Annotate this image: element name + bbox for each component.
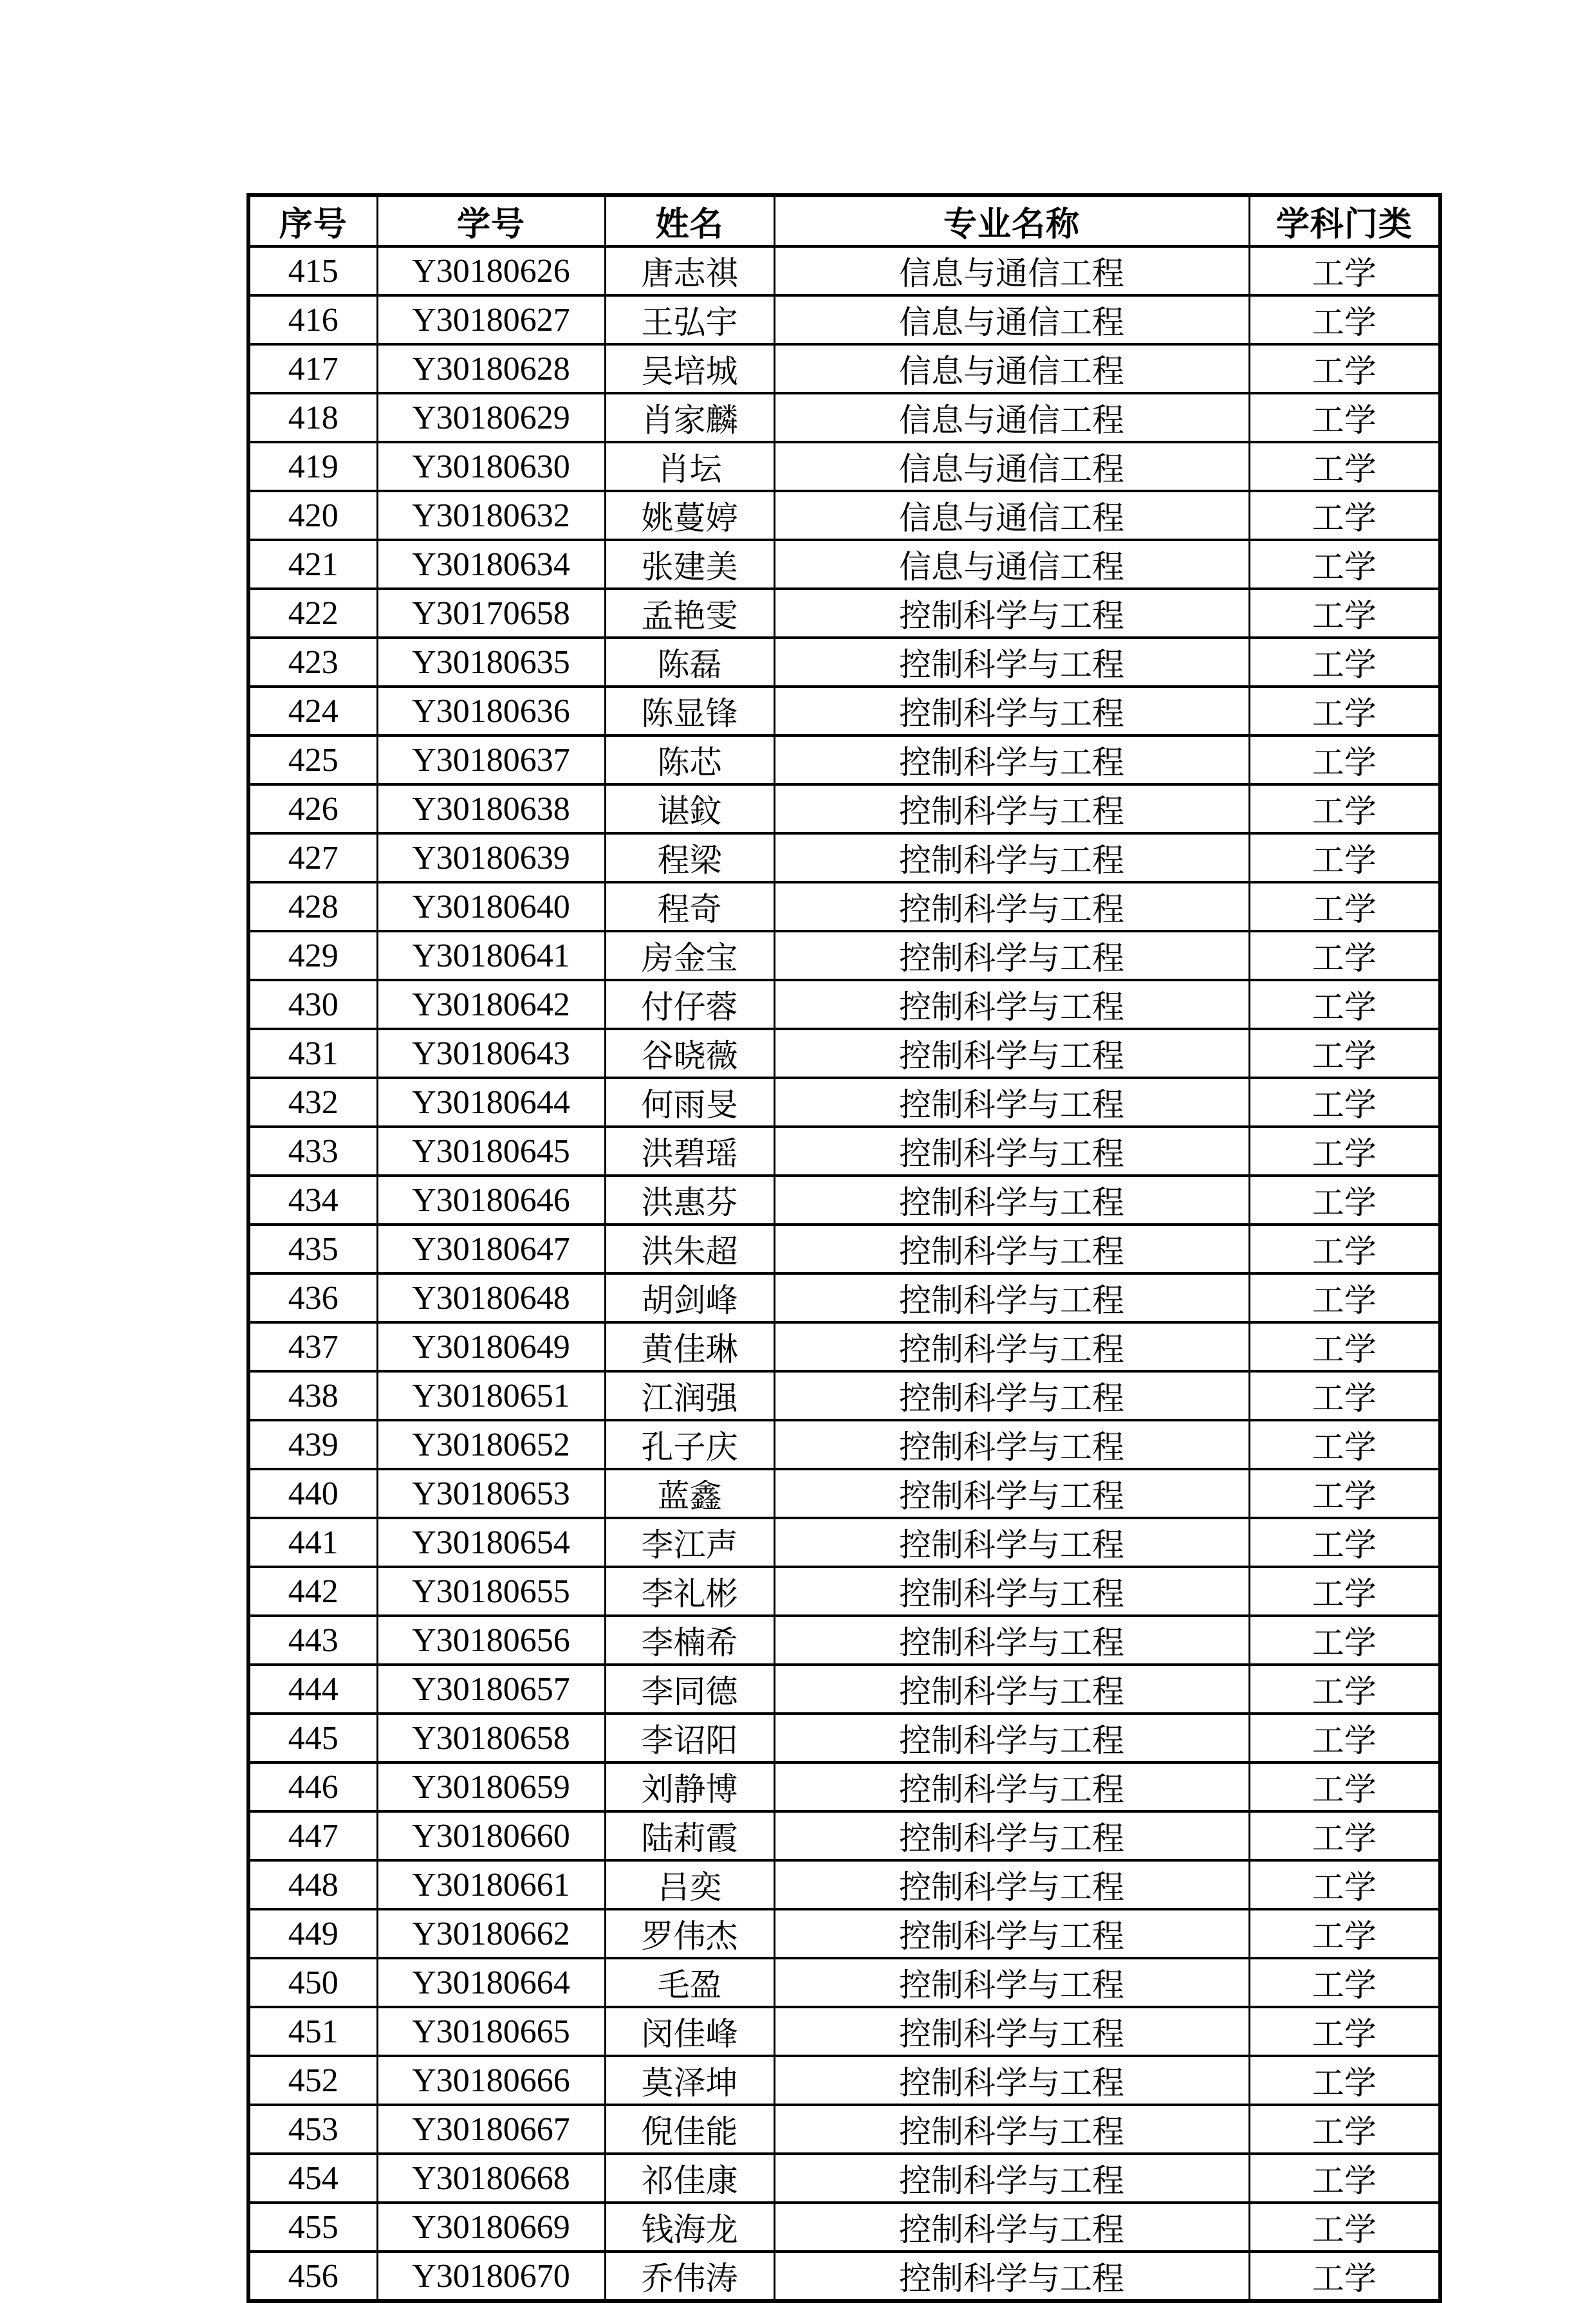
cell-seq: 451 bbox=[248, 2007, 377, 2056]
cell-major: 控制科学与工程 bbox=[774, 1420, 1249, 1469]
table-row bbox=[248, 1127, 1440, 1176]
cell-major: 控制科学与工程 bbox=[774, 784, 1249, 833]
cell-seq: 438 bbox=[248, 1371, 377, 1420]
cell-name: 陆莉霞 bbox=[605, 1811, 774, 1860]
cell-name: 闵佳峰 bbox=[605, 2007, 774, 2056]
table-header bbox=[248, 195, 1440, 246]
cell-seq: 439 bbox=[248, 1420, 377, 1469]
cell-student-id: Y30180670 bbox=[377, 2252, 605, 2301]
cell-category: 工学 bbox=[1249, 1860, 1440, 1909]
cell-student-id: Y30180657 bbox=[377, 1665, 605, 1714]
cell-seq: 428 bbox=[248, 882, 377, 931]
cell-category: 工学 bbox=[1249, 295, 1440, 344]
cell-name: 付仔蓉 bbox=[605, 980, 774, 1029]
cell-seq: 432 bbox=[248, 1078, 377, 1127]
cell-category: 工学 bbox=[1249, 980, 1440, 1029]
cell-major: 控制科学与工程 bbox=[774, 1078, 1249, 1127]
cell-major: 控制科学与工程 bbox=[774, 1469, 1249, 1518]
cell-seq: 417 bbox=[248, 344, 377, 393]
cell-category: 工学 bbox=[1249, 2203, 1440, 2252]
table-row bbox=[248, 1273, 1440, 1322]
table-row bbox=[248, 1909, 1440, 1958]
cell-major: 控制科学与工程 bbox=[774, 1273, 1249, 1322]
table-row bbox=[248, 882, 1440, 931]
header-row bbox=[248, 195, 1440, 246]
cell-seq: 421 bbox=[248, 540, 377, 589]
cell-major: 控制科学与工程 bbox=[774, 1860, 1249, 1909]
cell-seq: 426 bbox=[248, 784, 377, 833]
cell-major: 控制科学与工程 bbox=[774, 1371, 1249, 1420]
cell-seq: 437 bbox=[248, 1322, 377, 1371]
cell-major: 控制科学与工程 bbox=[774, 1029, 1249, 1078]
table-row bbox=[248, 246, 1440, 295]
table-row bbox=[248, 931, 1440, 980]
cell-name: 李楠希 bbox=[605, 1616, 774, 1665]
cell-category: 工学 bbox=[1249, 246, 1440, 295]
cell-name: 何雨旻 bbox=[605, 1078, 774, 1127]
cell-student-id: Y30180659 bbox=[377, 1762, 605, 1811]
cell-major: 控制科学与工程 bbox=[774, 2105, 1249, 2154]
cell-seq: 430 bbox=[248, 980, 377, 1029]
cell-student-id: Y30180658 bbox=[377, 1714, 605, 1762]
cell-category: 工学 bbox=[1249, 833, 1440, 882]
cell-name: 王弘宇 bbox=[605, 295, 774, 344]
cell-name: 蓝鑫 bbox=[605, 1469, 774, 1518]
table-row bbox=[248, 1029, 1440, 1078]
table-row bbox=[248, 2154, 1440, 2203]
cell-seq: 423 bbox=[248, 638, 377, 687]
cell-name: 李礼彬 bbox=[605, 1567, 774, 1616]
cell-major: 控制科学与工程 bbox=[774, 1616, 1249, 1665]
cell-major: 控制科学与工程 bbox=[774, 1567, 1249, 1616]
cell-student-id: Y30180644 bbox=[377, 1078, 605, 1127]
cell-student-id: Y30180626 bbox=[377, 246, 605, 295]
cell-student-id: Y30180662 bbox=[377, 1909, 605, 1958]
cell-student-id: Y30180651 bbox=[377, 1371, 605, 1420]
cell-student-id: Y30180638 bbox=[377, 784, 605, 833]
cell-name: 毛盈 bbox=[605, 1958, 774, 2007]
cell-student-id: Y30180666 bbox=[377, 2056, 605, 2105]
cell-category: 工学 bbox=[1249, 2252, 1440, 2301]
cell-seq: 434 bbox=[248, 1176, 377, 1225]
cell-category: 工学 bbox=[1249, 1420, 1440, 1469]
cell-major: 信息与通信工程 bbox=[774, 295, 1249, 344]
cell-category: 工学 bbox=[1249, 882, 1440, 931]
table-row bbox=[248, 2105, 1440, 2154]
cell-name: 姚蔓婷 bbox=[605, 491, 774, 540]
cell-name: 肖家麟 bbox=[605, 393, 774, 442]
cell-category: 工学 bbox=[1249, 1273, 1440, 1322]
cell-name: 谷晓薇 bbox=[605, 1029, 774, 1078]
cell-category: 工学 bbox=[1249, 1714, 1440, 1762]
cell-student-id: Y30180632 bbox=[377, 491, 605, 540]
cell-student-id: Y30180656 bbox=[377, 1616, 605, 1665]
cell-major: 控制科学与工程 bbox=[774, 1909, 1249, 1958]
table-row bbox=[248, 1420, 1440, 1469]
table-row bbox=[248, 295, 1440, 344]
table-row bbox=[248, 833, 1440, 882]
table-row bbox=[248, 1176, 1440, 1225]
table-row bbox=[248, 393, 1440, 442]
cell-seq: 433 bbox=[248, 1127, 377, 1176]
table-row bbox=[248, 589, 1440, 638]
cell-major: 控制科学与工程 bbox=[774, 2203, 1249, 2252]
cell-student-id: Y30180635 bbox=[377, 638, 605, 687]
cell-major: 控制科学与工程 bbox=[774, 1176, 1249, 1225]
table-row bbox=[248, 1762, 1440, 1811]
cell-seq: 435 bbox=[248, 1225, 377, 1273]
cell-major: 控制科学与工程 bbox=[774, 882, 1249, 931]
cell-student-id: Y30180639 bbox=[377, 833, 605, 882]
cell-seq: 454 bbox=[248, 2154, 377, 2203]
cell-seq: 444 bbox=[248, 1665, 377, 1714]
table-row bbox=[248, 491, 1440, 540]
cell-student-id: Y30180669 bbox=[377, 2203, 605, 2252]
cell-category: 工学 bbox=[1249, 784, 1440, 833]
table-row bbox=[248, 2056, 1440, 2105]
cell-category: 工学 bbox=[1249, 1371, 1440, 1420]
cell-seq: 415 bbox=[248, 246, 377, 295]
table-row bbox=[248, 1518, 1440, 1567]
cell-major: 控制科学与工程 bbox=[774, 1811, 1249, 1860]
table-body bbox=[248, 246, 1440, 2301]
cell-name: 洪惠芬 bbox=[605, 1176, 774, 1225]
table-row bbox=[248, 1322, 1440, 1371]
cell-major: 控制科学与工程 bbox=[774, 1322, 1249, 1371]
cell-category: 工学 bbox=[1249, 1567, 1440, 1616]
cell-major: 信息与通信工程 bbox=[774, 393, 1249, 442]
cell-major: 控制科学与工程 bbox=[774, 1518, 1249, 1567]
table-row bbox=[248, 2007, 1440, 2056]
cell-seq: 452 bbox=[248, 2056, 377, 2105]
student-roster-table bbox=[246, 193, 1442, 2303]
cell-major: 控制科学与工程 bbox=[774, 1762, 1249, 1811]
table-row bbox=[248, 1078, 1440, 1127]
cell-name: 陈芯 bbox=[605, 735, 774, 784]
table-row bbox=[248, 1860, 1440, 1909]
cell-student-id: Y30180667 bbox=[377, 2105, 605, 2154]
cell-seq: 416 bbox=[248, 295, 377, 344]
cell-major: 控制科学与工程 bbox=[774, 1225, 1249, 1273]
cell-name: 乔伟涛 bbox=[605, 2252, 774, 2301]
cell-major: 控制科学与工程 bbox=[774, 2007, 1249, 2056]
cell-category: 工学 bbox=[1249, 1322, 1440, 1371]
cell-major: 信息与通信工程 bbox=[774, 442, 1249, 491]
cell-category: 工学 bbox=[1249, 540, 1440, 589]
cell-major: 控制科学与工程 bbox=[774, 980, 1249, 1029]
cell-name: 孟艳雯 bbox=[605, 589, 774, 638]
cell-student-id: Y30180641 bbox=[377, 931, 605, 980]
table-row bbox=[248, 1371, 1440, 1420]
cell-category: 工学 bbox=[1249, 1665, 1440, 1714]
cell-category: 工学 bbox=[1249, 638, 1440, 687]
cell-seq: 427 bbox=[248, 833, 377, 882]
cell-student-id: Y30180648 bbox=[377, 1273, 605, 1322]
cell-category: 工学 bbox=[1249, 344, 1440, 393]
cell-seq: 422 bbox=[248, 589, 377, 638]
cell-name: 李江声 bbox=[605, 1518, 774, 1567]
cell-seq: 436 bbox=[248, 1273, 377, 1322]
cell-major: 控制科学与工程 bbox=[774, 1714, 1249, 1762]
cell-seq: 424 bbox=[248, 687, 377, 735]
cell-category: 工学 bbox=[1249, 1176, 1440, 1225]
cell-name: 倪佳能 bbox=[605, 2105, 774, 2154]
cell-category: 工学 bbox=[1249, 1811, 1440, 1860]
cell-seq: 443 bbox=[248, 1616, 377, 1665]
cell-student-id: Y30180645 bbox=[377, 1127, 605, 1176]
cell-name: 罗伟杰 bbox=[605, 1909, 774, 1958]
cell-student-id: Y30180664 bbox=[377, 1958, 605, 2007]
cell-student-id: Y30180647 bbox=[377, 1225, 605, 1273]
table-row bbox=[248, 638, 1440, 687]
cell-major: 控制科学与工程 bbox=[774, 1665, 1249, 1714]
cell-student-id: Y30180630 bbox=[377, 442, 605, 491]
table-row bbox=[248, 1665, 1440, 1714]
cell-seq: 429 bbox=[248, 931, 377, 980]
cell-name: 刘静博 bbox=[605, 1762, 774, 1811]
cell-student-id: Y30170658 bbox=[377, 589, 605, 638]
cell-name: 莫泽坤 bbox=[605, 2056, 774, 2105]
table-row bbox=[248, 1225, 1440, 1273]
cell-seq: 448 bbox=[248, 1860, 377, 1909]
cell-student-id: Y30180643 bbox=[377, 1029, 605, 1078]
cell-seq: 442 bbox=[248, 1567, 377, 1616]
cell-student-id: Y30180655 bbox=[377, 1567, 605, 1616]
header-category: 学科门类 bbox=[1249, 195, 1440, 246]
cell-category: 工学 bbox=[1249, 1029, 1440, 1078]
cell-name: 谌鈫 bbox=[605, 784, 774, 833]
table-row bbox=[248, 2252, 1440, 2301]
cell-name: 江润强 bbox=[605, 1371, 774, 1420]
cell-student-id: Y30180668 bbox=[377, 2154, 605, 2203]
cell-seq: 449 bbox=[248, 1909, 377, 1958]
cell-major: 控制科学与工程 bbox=[774, 735, 1249, 784]
cell-student-id: Y30180636 bbox=[377, 687, 605, 735]
cell-name: 唐志祺 bbox=[605, 246, 774, 295]
table-row bbox=[248, 442, 1440, 491]
cell-major: 控制科学与工程 bbox=[774, 638, 1249, 687]
cell-name: 祁佳康 bbox=[605, 2154, 774, 2203]
cell-category: 工学 bbox=[1249, 589, 1440, 638]
header-student-id: 学号 bbox=[377, 195, 605, 246]
cell-student-id: Y30180640 bbox=[377, 882, 605, 931]
cell-name: 钱海龙 bbox=[605, 2203, 774, 2252]
cell-seq: 441 bbox=[248, 1518, 377, 1567]
cell-name: 吕奕 bbox=[605, 1860, 774, 1909]
cell-seq: 456 bbox=[248, 2252, 377, 2301]
table-row bbox=[248, 687, 1440, 735]
cell-name: 孔子庆 bbox=[605, 1420, 774, 1469]
cell-name: 李同德 bbox=[605, 1665, 774, 1714]
cell-name: 陈磊 bbox=[605, 638, 774, 687]
table-row bbox=[248, 1567, 1440, 1616]
cell-student-id: Y30180653 bbox=[377, 1469, 605, 1518]
header-major: 专业名称 bbox=[774, 195, 1249, 246]
cell-category: 工学 bbox=[1249, 491, 1440, 540]
cell-seq: 446 bbox=[248, 1762, 377, 1811]
cell-name: 张建美 bbox=[605, 540, 774, 589]
cell-name: 洪朱超 bbox=[605, 1225, 774, 1273]
header-seq: 序号 bbox=[248, 195, 377, 246]
cell-category: 工学 bbox=[1249, 1762, 1440, 1811]
cell-student-id: Y30180654 bbox=[377, 1518, 605, 1567]
cell-major: 控制科学与工程 bbox=[774, 1127, 1249, 1176]
table-row bbox=[248, 735, 1440, 784]
cell-seq: 420 bbox=[248, 491, 377, 540]
cell-major: 控制科学与工程 bbox=[774, 1958, 1249, 2007]
cell-name: 李诏阳 bbox=[605, 1714, 774, 1762]
table-row bbox=[248, 2203, 1440, 2252]
cell-major: 控制科学与工程 bbox=[774, 589, 1249, 638]
cell-name: 肖坛 bbox=[605, 442, 774, 491]
cell-category: 工学 bbox=[1249, 1078, 1440, 1127]
cell-student-id: Y30180646 bbox=[377, 1176, 605, 1225]
cell-category: 工学 bbox=[1249, 1909, 1440, 1958]
table-row bbox=[248, 540, 1440, 589]
cell-category: 工学 bbox=[1249, 1616, 1440, 1665]
cell-category: 工学 bbox=[1249, 1958, 1440, 2007]
cell-category: 工学 bbox=[1249, 1127, 1440, 1176]
cell-name: 黄佳琳 bbox=[605, 1322, 774, 1371]
cell-major: 控制科学与工程 bbox=[774, 2154, 1249, 2203]
cell-seq: 419 bbox=[248, 442, 377, 491]
cell-major: 控制科学与工程 bbox=[774, 833, 1249, 882]
cell-category: 工学 bbox=[1249, 2154, 1440, 2203]
cell-category: 工学 bbox=[1249, 1518, 1440, 1567]
cell-category: 工学 bbox=[1249, 2007, 1440, 2056]
cell-seq: 418 bbox=[248, 393, 377, 442]
cell-major: 控制科学与工程 bbox=[774, 2056, 1249, 2105]
cell-student-id: Y30180629 bbox=[377, 393, 605, 442]
cell-student-id: Y30180665 bbox=[377, 2007, 605, 2056]
cell-name: 程奇 bbox=[605, 882, 774, 931]
cell-seq: 450 bbox=[248, 1958, 377, 2007]
cell-category: 工学 bbox=[1249, 2056, 1440, 2105]
cell-student-id: Y30180652 bbox=[377, 1420, 605, 1469]
cell-student-id: Y30180627 bbox=[377, 295, 605, 344]
cell-seq: 431 bbox=[248, 1029, 377, 1078]
cell-category: 工学 bbox=[1249, 1225, 1440, 1273]
table-row bbox=[248, 980, 1440, 1029]
cell-seq: 453 bbox=[248, 2105, 377, 2154]
cell-major: 信息与通信工程 bbox=[774, 246, 1249, 295]
cell-seq: 447 bbox=[248, 1811, 377, 1860]
cell-student-id: Y30180637 bbox=[377, 735, 605, 784]
table-row bbox=[248, 1714, 1440, 1762]
cell-name: 陈显锋 bbox=[605, 687, 774, 735]
cell-major: 控制科学与工程 bbox=[774, 2252, 1249, 2301]
cell-name: 吴培城 bbox=[605, 344, 774, 393]
table-row bbox=[248, 1958, 1440, 2007]
cell-name: 洪碧瑶 bbox=[605, 1127, 774, 1176]
cell-seq: 455 bbox=[248, 2203, 377, 2252]
cell-major: 信息与通信工程 bbox=[774, 540, 1249, 589]
cell-major: 控制科学与工程 bbox=[774, 931, 1249, 980]
cell-name: 程梁 bbox=[605, 833, 774, 882]
cell-seq: 425 bbox=[248, 735, 377, 784]
table-row bbox=[248, 1616, 1440, 1665]
cell-category: 工学 bbox=[1249, 1469, 1440, 1518]
cell-seq: 445 bbox=[248, 1714, 377, 1762]
cell-category: 工学 bbox=[1249, 735, 1440, 784]
table-row bbox=[248, 1811, 1440, 1860]
cell-category: 工学 bbox=[1249, 687, 1440, 735]
cell-major: 控制科学与工程 bbox=[774, 687, 1249, 735]
cell-category: 工学 bbox=[1249, 931, 1440, 980]
cell-student-id: Y30180649 bbox=[377, 1322, 605, 1371]
table-row bbox=[248, 784, 1440, 833]
header-name: 姓名 bbox=[605, 195, 774, 246]
cell-student-id: Y30180661 bbox=[377, 1860, 605, 1909]
cell-student-id: Y30180634 bbox=[377, 540, 605, 589]
cell-major: 信息与通信工程 bbox=[774, 344, 1249, 393]
cell-category: 工学 bbox=[1249, 442, 1440, 491]
table-row bbox=[248, 1469, 1440, 1518]
cell-category: 工学 bbox=[1249, 393, 1440, 442]
table-row bbox=[248, 344, 1440, 393]
cell-seq: 440 bbox=[248, 1469, 377, 1518]
cell-student-id: Y30180628 bbox=[377, 344, 605, 393]
cell-name: 房金宝 bbox=[605, 931, 774, 980]
cell-category: 工学 bbox=[1249, 2105, 1440, 2154]
cell-name: 胡剑峰 bbox=[605, 1273, 774, 1322]
cell-student-id: Y30180660 bbox=[377, 1811, 605, 1860]
cell-student-id: Y30180642 bbox=[377, 980, 605, 1029]
cell-major: 信息与通信工程 bbox=[774, 491, 1249, 540]
